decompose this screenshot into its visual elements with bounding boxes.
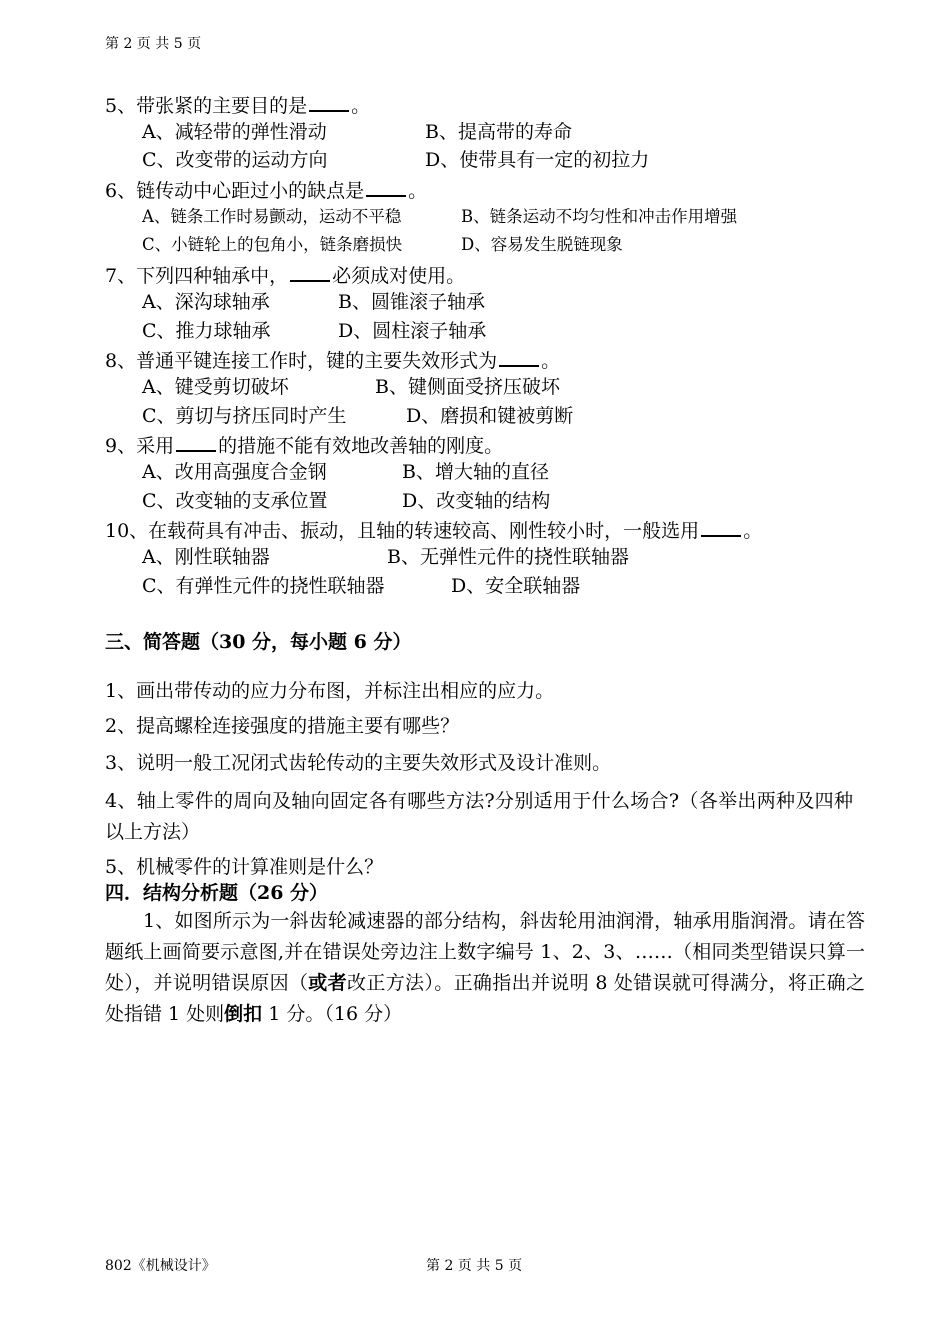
question-6-stem xyxy=(105,177,427,203)
paragraph-text-1: 1、如图所示为一斜齿轮减速器的部分结构，斜齿轮用油润滑，轴承用脂润滑。请在答题纸上画简要示意图,并在错误处旁边注上数字编号 1、2、3、……（相同类型错误只算一处），并说明错误原因（ xyxy=(105,910,865,994)
section-4-title: 四．结构分析题（26 分） xyxy=(105,882,329,904)
answer-blank xyxy=(366,177,406,197)
stem-text-end: 。 xyxy=(351,95,371,117)
question-10-stem xyxy=(105,517,762,543)
question-6-option-a: A、链条工作时易颤动，运动不平稳 xyxy=(142,207,402,226)
question-10-option-b: B、无弹性元件的挠性联轴器 xyxy=(387,546,629,568)
question-7-option-a: A、深沟球轴承 xyxy=(142,291,270,313)
answer-blank xyxy=(309,92,349,112)
question-9-option-b: B、增大轴的直径 xyxy=(402,461,549,483)
question-7-stem xyxy=(105,262,465,288)
question-7-option-b: B、圆锥滚子轴承 xyxy=(338,291,485,313)
paragraph-text-2: 改正方法）。正确指出并说明 8 处错误就可得满分，将正确之处指错 1 处则 xyxy=(105,972,865,1025)
question-10-option-d: D、安全联轴器 xyxy=(451,575,581,597)
question-5-stem xyxy=(105,92,370,118)
section-3-item-1: 1、画出带传动的应力分布图，并标注出相应的应力。 xyxy=(105,680,555,702)
answer-blank xyxy=(290,262,330,282)
section-3-item-3: 3、说明一般工况闭式齿轮传动的主要失效形式及设计准则。 xyxy=(105,752,612,774)
stem-text-end: 必须成对使用。 xyxy=(332,265,466,287)
question-7-option-c: C、推力球轴承 xyxy=(142,320,271,342)
question-5-option-c: C、改变带的运动方向 xyxy=(142,149,328,171)
question-7-option-d: D、圆柱滚子轴承 xyxy=(338,320,487,342)
question-10-option-a: A、刚性联轴器 xyxy=(142,546,270,568)
question-8-option-b: B、键侧面受挤压破坏 xyxy=(375,376,560,398)
question-8-option-d: D、磨损和键被剪断 xyxy=(406,405,574,427)
section-3-item-2: 2、提高螺栓连接强度的措施主要有哪些？ xyxy=(105,715,460,737)
stem-text-end: 。 xyxy=(408,180,428,202)
stem-text: 7、下列四种轴承中， xyxy=(105,265,289,287)
emphasis-deduct: 倒扣 xyxy=(224,1003,263,1025)
footer-page: 第 2 页 共 5 页 xyxy=(426,1258,523,1274)
section-3-item-5: 5、机械零件的计算准则是什么？ xyxy=(105,856,384,878)
answer-blank xyxy=(701,517,741,537)
answer-blank xyxy=(176,432,216,452)
section-3-item-4: 4、轴上零件的周向及轴向固定各有哪些方法?分别适用于什么场合?（各举出两种及四种以上方法） xyxy=(105,790,853,843)
stem-text-end: 的措施不能有效地改善轴的刚度。 xyxy=(218,435,504,457)
stem-text: 6、链传动中心距过小的缺点是 xyxy=(105,180,365,202)
section-3-title: 三、简答题（30 分，每小题 6 分） xyxy=(105,631,412,653)
page-header: 第 2 页 共 5 页 xyxy=(105,36,202,52)
answer-blank xyxy=(499,347,539,367)
footer-course: 802《机械设计》 xyxy=(105,1258,216,1274)
question-8-option-c: C、剪切与挤压同时产生 xyxy=(142,405,347,427)
question-6-option-c: C、小链轮上的包角小，链条磨损快 xyxy=(142,235,403,254)
question-6-option-d: D、容易发生脱链现象 xyxy=(461,235,623,254)
stem-text-end: 。 xyxy=(743,520,763,542)
stem-text-end: 。 xyxy=(541,350,561,372)
question-8-option-a: A、键受剪切破坏 xyxy=(142,376,289,398)
question-8-stem xyxy=(105,347,560,373)
question-9-option-d: D、改变轴的结构 xyxy=(402,490,551,512)
question-6-option-b: B、链条运动不均匀性和冲击作用增强 xyxy=(461,207,738,226)
paragraph-text-3: 1 分。（16 分） xyxy=(262,1003,403,1025)
question-5-option-b: B、提高带的寿命 xyxy=(425,121,572,143)
stem-text: 5、带张紧的主要目的是 xyxy=(105,95,308,117)
question-10-option-c: C、有弹性元件的挠性联轴器 xyxy=(142,575,385,597)
stem-text: 9、采用 xyxy=(105,435,175,457)
stem-text: 10、在载荷具有冲击、振动，且轴的转速较高、刚性较小时，一般选用 xyxy=(105,520,700,542)
question-5-option-a: A、减轻带的弹性滑动 xyxy=(142,121,327,143)
section-4-paragraph xyxy=(105,906,865,1030)
question-5-option-d: D、使带具有一定的初拉力 xyxy=(425,149,650,171)
question-9-stem xyxy=(105,432,503,458)
question-9-option-c: C、改变轴的支承位置 xyxy=(142,490,328,512)
question-9-option-a: A、改用高强度合金钢 xyxy=(142,461,327,483)
emphasis-or: 或者 xyxy=(308,972,347,994)
stem-text: 8、普通平键连接工作时，键的主要失效形式为 xyxy=(105,350,498,372)
